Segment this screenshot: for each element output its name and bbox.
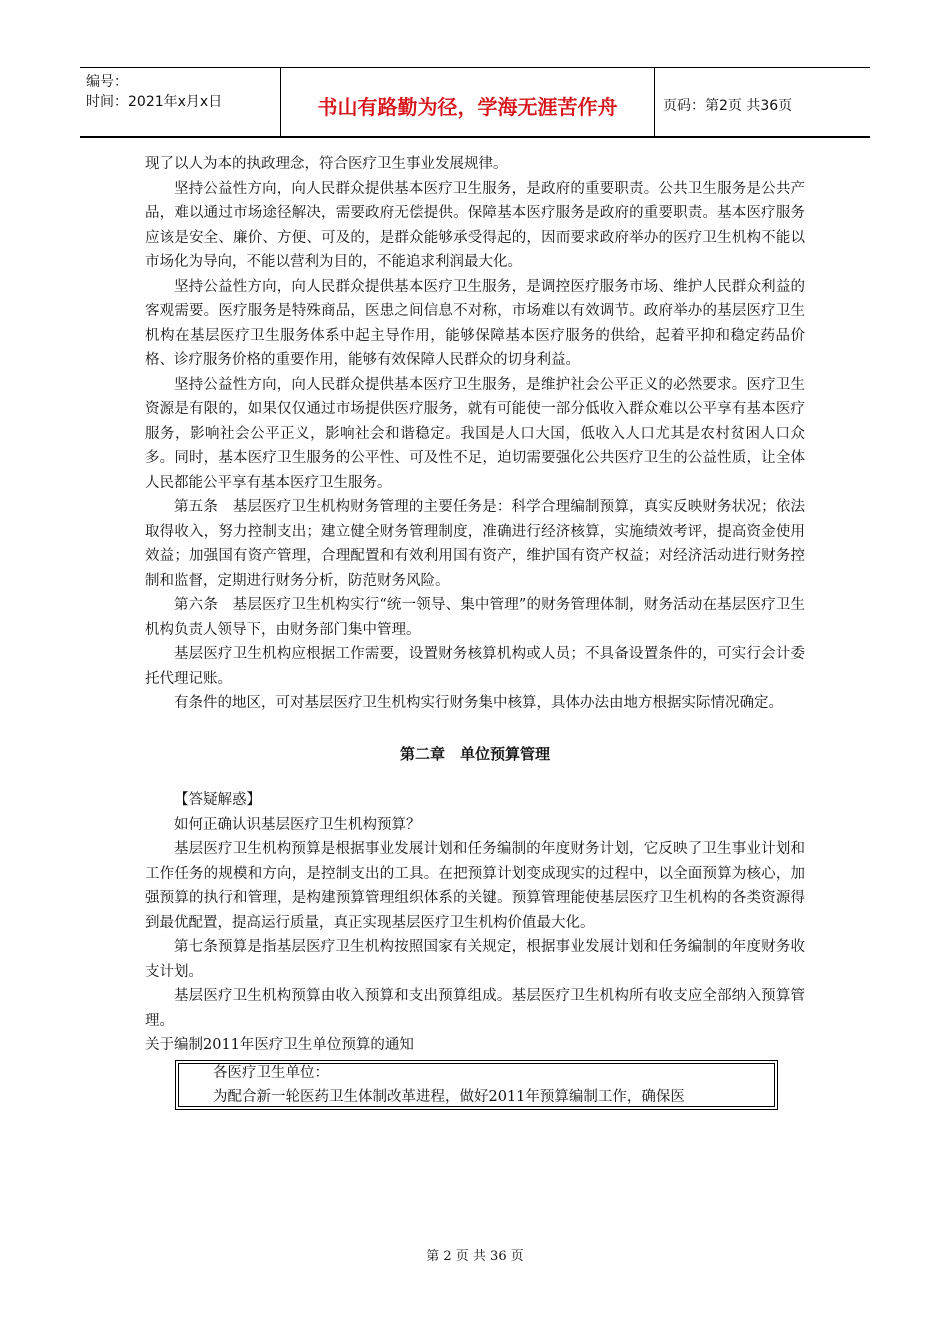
article-paragraph: 第六条 基层医疗卫生机构实行“统一领导、集中管理”的财务管理体制，财务活动在基层医疗卫生机构负责人领导下，由财务部门集中管理。 xyxy=(145,597,805,638)
notice-box xyxy=(175,1060,778,1110)
document-body xyxy=(145,152,805,1110)
chapter-title: 第二章 单位预算管理 xyxy=(399,744,550,763)
paragraph: 坚持公益性方向，向人民群众提供基本医疗卫生服务，是政府的重要职责。公共卫生服务是公共产品，难以通过市场途径解决，需要政府无偿提供。保障基本医疗服务是政府的重要职责。基本医疗服务应该是安全、廉价、方便、可及的，是群众能够承受得起的，因而要求政府举办的医疗卫生机构不能以市场化为导向，不能以营利为目的，不能追求利润最大化。 xyxy=(145,180,805,270)
paragraph: 坚持公益性方向，向人民群众提供基本医疗卫生服务，是维护社会公平正义的必然要求。医疗卫生资源是有限的，如果仅仅通过市场提供医疗服务，就有可能使一部分低收入群众难以公平享有基本医疗服务，影响社会公平正义，影响社会和谐稳定。我国是人口大国，低收入人口尤其是农村贫困人口众多。同时，基本医疗卫生服务的公平性、可及性不足，迫切需要强化公共医疗卫生的公益性质，让全体人民都能公平享有基本医疗卫生服务。 xyxy=(145,376,805,491)
number-label: 编号： xyxy=(86,74,128,90)
notice-title: 关于编制2011年医疗卫生单位预算的通知 xyxy=(145,1037,414,1053)
article-paragraph: 第七条预算是指基层医疗卫生机构按照国家有关规定，根据事业发展计划和任务编制的年度财务收支计划。 xyxy=(145,939,805,980)
paragraph: 现了以人为本的执政理念，符合医疗卫生事业发展规律。 xyxy=(145,156,508,172)
qa-answer: 基层医疗卫生机构预算是根据事业发展计划和任务编制的年度财务计划，它反映了卫生事业计划和工作任务的规模和方向，是控制支出的工具。在把预算计划变成现实的过程中，以全面预算为核心，加强预算的执行和管理，是构建预算管理组织体系的关键。预算管理能使基层医疗卫生机构的各类资源得到最优配置，提高运行质量，真正实现基层医疗卫生机构价值最大化。 xyxy=(145,841,805,931)
page-footer: 第 2 页 共 36 页 xyxy=(426,1249,524,1264)
paragraph: 基层医疗卫生机构应根据工作需要，设置财务核算机构或人员；不具备设置条件的，可实行会计委托代理记账。 xyxy=(145,646,805,687)
paragraph: 坚持公益性方向，向人民群众提供基本医疗卫生服务，是调控医疗服务市场、维护人民群众利益的客观需要。医疗服务是特殊商品，医患之间信息不对称，市场难以有效调节。政府举办的基层医疗卫生机构在基层医疗卫生服务体系中起主导作用，能够保障基本医疗服务的供给，起着平抑和稳定药品价格、诊疗服务价格的重要作用，能够有效保障人民群众的切身利益。 xyxy=(145,278,805,368)
paragraph: 有条件的地区，可对基层医疗卫生机构实行财务集中核算，具体办法由地方根据实际情况确定。 xyxy=(174,695,783,711)
time-label: 时间：2021年x月x日 xyxy=(86,94,223,110)
notice-salutation: 各医疗卫生单位： xyxy=(213,1064,329,1081)
page-header xyxy=(80,67,870,138)
qa-label: 【答疑解惑】 xyxy=(174,792,261,808)
header-page-info: 页码：第2页 共36页 xyxy=(663,98,793,114)
article-paragraph: 基层医疗卫生机构预算由收入预算和支出预算组成。基层医疗卫生机构所有收支应全部纳入预算管理。 xyxy=(145,988,805,1029)
article-paragraph: 第五条 基层医疗卫生机构财务管理的主要任务是：科学合理编制预算，真实反映财务状况；依法取得收入，努力控制支出；建立健全财务管理制度，准确进行经济核算，实施绩效考评，提高资金使用效益；加强国有资产管理，合理配置和有效利用国有资产，维护国有资产权益；对经济活动进行财务控制和监督，定期进行财务分析，防范财务风险。 xyxy=(145,499,805,589)
header-motto: 书山有路勤为径，学海无涯苦作舟 xyxy=(280,68,655,136)
header-meta xyxy=(80,68,280,136)
qa-question: 如何正确认识基层医疗卫生机构预算？ xyxy=(174,816,421,833)
notice-body: 为配合新一轮医药卫生体制改革进程，做好2011年预算编制工作，确保医 xyxy=(213,1088,685,1105)
